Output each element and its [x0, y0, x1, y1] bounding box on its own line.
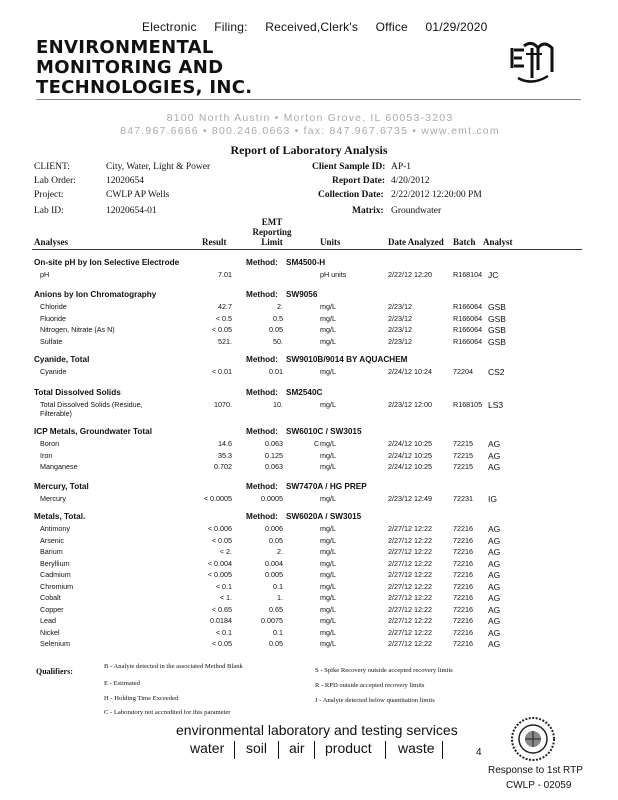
cell-analyte: Cyanide: [40, 367, 67, 376]
cell-result: < 0.005: [207, 570, 232, 579]
info-collection-label: Collection Date:: [318, 190, 384, 200]
cell-batch: R168104: [453, 270, 483, 279]
cell-date: 2/24/12 10:25: [388, 439, 432, 448]
qualifier-s: S - Spike Recovery outside accepted recovery limits: [315, 667, 453, 674]
emt-logo-icon: [508, 38, 558, 86]
cell-result: < 0.1: [215, 627, 232, 637]
cell-limit: 0.1: [273, 581, 283, 591]
footer-water: water: [190, 740, 225, 756]
cell-analyst: AG: [488, 581, 501, 592]
cell-batch: R166064: [453, 325, 483, 334]
col-batch: Batch: [453, 237, 476, 247]
cell-limit: 0.05: [269, 325, 283, 334]
qualifier-h: H - Holding Time Exceeded: [104, 695, 179, 702]
cell-analyte: Nitrogen, Nitrate (As N): [40, 325, 115, 334]
cell-units: mg/L: [320, 400, 336, 409]
cell-date: 2/23/12: [388, 325, 412, 334]
col-analyses: Analyses: [34, 237, 69, 247]
cell-units: mg/L: [320, 494, 336, 503]
cell-analyte: Lead: [40, 616, 56, 625]
info-report-date: 4/20/2012: [391, 176, 430, 186]
cell-result: 42.7: [218, 302, 232, 311]
cell-limit: 0.0005: [261, 494, 283, 503]
cell-analyte: Iron: [40, 450, 53, 460]
cell-date: 2/27/12 12:22: [388, 593, 432, 602]
cell-analyte: Antimony: [40, 524, 70, 533]
cell-limit: 0.0075: [261, 616, 283, 625]
info-sample: AP-1: [391, 162, 412, 172]
cell-date: 2/27/12 12:22: [388, 547, 432, 556]
cell-analyte: Beryllium: [40, 558, 70, 568]
cell-analyte: Arsenic: [40, 535, 64, 545]
method-label: Method:: [246, 258, 278, 267]
cell-batch: R168105: [453, 400, 483, 409]
footer-tagline: environmental laboratory and testing services: [176, 722, 458, 738]
cell-date: 2/23/12 12:00: [388, 400, 432, 409]
cell-analyte: Mercury: [40, 494, 66, 503]
cell-analyst: GSB: [488, 302, 506, 312]
cell-units: mg/L: [320, 547, 336, 556]
cell-limit: 0.063: [265, 462, 283, 471]
cell-analyte: Nickel: [40, 627, 60, 637]
cell-analyst: AG: [488, 547, 501, 557]
info-report-date-label: Report Date:: [332, 176, 386, 186]
cell-date: 2/22/12 12:20: [388, 270, 432, 279]
cell-units: mg/L: [320, 616, 336, 625]
cell-limit: 0.1: [273, 627, 283, 637]
section-title: Cyanide, Total: [34, 355, 90, 364]
footer-soil: soil: [246, 740, 268, 756]
header-rule: [36, 99, 581, 100]
cell-limit: 0.063: [265, 439, 283, 448]
cell-date: 2/23/12: [388, 302, 412, 311]
method-label: Method:: [246, 512, 278, 521]
cell-batch: 72204: [453, 367, 473, 376]
cell-batch: 72231: [453, 494, 473, 503]
cell-limit: 0.05: [269, 535, 283, 545]
cell-batch: 72216: [453, 627, 473, 637]
cell-date: 2/27/12 12:22: [388, 524, 432, 533]
cell-limit: 0.05: [269, 639, 283, 648]
cell-date: 2/27/12 12:22: [388, 581, 432, 591]
col-units: Units: [320, 237, 341, 247]
footer-sep: [442, 741, 443, 759]
cell-analyst: IG: [488, 494, 497, 504]
cell-result: < 1.: [219, 593, 232, 602]
filing-stamp-filing: Filing:: [214, 20, 248, 34]
section-title: Anions by Ion Chromatography: [34, 290, 157, 299]
section-title: Mercury, Total: [34, 482, 89, 491]
cell-analyst: AG: [488, 639, 501, 649]
cell-limit: 0.5: [273, 313, 283, 323]
cell-date: 2/27/12 12:22: [388, 616, 432, 625]
cell-analyte: Cadmium: [40, 570, 71, 579]
info-client-label: CLIENT:: [34, 162, 70, 172]
cell-analyte: Copper: [40, 604, 64, 614]
info-project: CWLP AP Wells: [106, 190, 170, 200]
cell-limit: 10.: [273, 400, 283, 409]
method-value: SW6020A / SW3015: [286, 512, 362, 521]
cell-analyte: Barium: [40, 547, 63, 556]
cell-analyte: Fluoride: [40, 313, 66, 323]
info-client: City, Water, Light & Power: [106, 162, 211, 172]
method-label: Method:: [246, 355, 278, 364]
cell-units: mg/L: [320, 570, 336, 579]
cell-date: 2/27/12 12:22: [388, 639, 432, 648]
method-value: SW9056: [286, 290, 318, 299]
cell-qualifier: C: [314, 439, 320, 448]
method-value: SM2540C: [286, 388, 323, 397]
info-sample-label: Client Sample ID:: [312, 162, 386, 172]
col-emt: EMT Reporting Limit: [252, 217, 292, 247]
cell-batch: R166064: [453, 336, 483, 346]
cell-result: 7.01: [218, 270, 232, 279]
cell-date: 2/23/12: [388, 313, 412, 323]
qualifier-c: C - Laboratory not accredited for this parameter: [104, 709, 231, 716]
cell-limit: 0.006: [265, 524, 283, 533]
cell-result: < 2.: [219, 547, 232, 556]
cell-date: 2/27/12 12:22: [388, 604, 432, 614]
cell-result: 1070.: [214, 400, 232, 409]
cell-batch: R166064: [453, 313, 483, 323]
cell-result: 521.: [218, 336, 232, 346]
method-value: SW7470A / HG PREP: [286, 482, 367, 491]
method-label: Method:: [246, 290, 278, 299]
cell-analyst: AG: [488, 462, 501, 472]
filing-stamp-electronic: Electronic: [142, 20, 197, 34]
cell-batch: 72215: [453, 462, 473, 471]
report-title: Report of Laboratory Analysis: [230, 143, 388, 157]
cell-limit: 2.: [277, 302, 283, 311]
qualifier-j: J - Analyte detected below quantitation limits: [315, 697, 435, 704]
info-lab-order: 12020654: [106, 176, 144, 186]
cell-limit: 1.: [277, 593, 283, 602]
cell-batch: 72216: [453, 535, 473, 545]
cell-analyte: Sulfate: [40, 336, 63, 346]
footer-air: air: [289, 740, 305, 756]
cell-batch: 72216: [453, 581, 473, 591]
company-name: ENVIRONMENTAL MONITORING AND TECHNOLOGIES, INC.: [36, 37, 253, 98]
method-value: SM4500-H: [286, 258, 326, 267]
cell-analyst: GSB: [488, 313, 506, 324]
cell-limit: 0.004: [265, 558, 283, 568]
cell-analyst: AG: [488, 558, 501, 569]
cell-batch: R166064: [453, 302, 483, 311]
cell-analyte: Chloride: [40, 302, 67, 311]
cell-units: mg/L: [320, 439, 336, 448]
cell-limit: 0.005: [265, 570, 283, 579]
filing-stamp-received: Received,Clerk's: [265, 20, 359, 34]
cell-units: mg/L: [320, 524, 336, 533]
cell-result: 0.0184: [210, 616, 232, 625]
cell-units: mg/L: [320, 325, 336, 334]
info-lab-id: 12020654-01: [106, 206, 157, 216]
cell-analyte: Total Dissolved Solids (Residue,: [40, 400, 143, 409]
cell-units: mg/L: [320, 627, 336, 637]
cell-units: mg/L: [320, 336, 336, 346]
section-title: ICP Metals, Groundwater Total: [34, 427, 152, 436]
cell-date: 2/24/12 10:24: [388, 367, 432, 376]
cell-units: mg/L: [320, 604, 336, 614]
cell-analyte-cont: Filterable): [40, 409, 72, 418]
table-header-rule: [32, 249, 582, 250]
cell-analyst: AG: [488, 535, 501, 546]
cell-units: mg/L: [320, 313, 336, 323]
cell-analyte: pH: [40, 270, 50, 279]
cell-batch: 72215: [453, 450, 473, 460]
footer-waste: waste: [398, 740, 435, 756]
cell-batch: 72216: [453, 616, 473, 625]
cell-units: pH units: [320, 270, 347, 279]
cell-analyst: GSB: [488, 325, 506, 335]
filing-stamp-office: Office: [375, 20, 408, 34]
cell-result: < 0.05: [211, 535, 232, 545]
cell-result: < 0.0005: [203, 494, 232, 503]
cell-batch: 72216: [453, 524, 473, 533]
cwlp-page-id: CWLP - 02059: [506, 780, 572, 791]
cell-analyst: CS2: [488, 367, 505, 377]
method-value: SW9010B/9014 BY AQUACHEM: [286, 355, 408, 364]
cell-batch: 72216: [453, 570, 473, 579]
cell-limit: 0.01: [269, 367, 283, 376]
cell-limit: 0.125: [265, 450, 283, 460]
cell-date: 2/27/12 12:22: [388, 535, 432, 545]
col-result: Result: [202, 237, 227, 247]
method-label: Method:: [246, 482, 278, 491]
filing-stamp-date: 01/29/2020: [425, 20, 488, 34]
qualifier-b: B - Analyte detected in the associated Method Blank: [104, 663, 243, 670]
qualifier-e: E - Estimated: [104, 680, 140, 687]
cell-date: 2/24/12 10:25: [388, 450, 432, 460]
cell-result: < 0.006: [207, 524, 232, 533]
cell-date: 2/27/12 12:22: [388, 570, 432, 579]
cell-units: mg/L: [320, 450, 336, 460]
accreditation-seal-icon: [510, 716, 556, 762]
method-label: Method:: [246, 388, 278, 397]
method-label: Method:: [246, 427, 278, 436]
footer-sep: [234, 741, 235, 759]
cell-analyst: AG: [488, 450, 501, 461]
cell-analyst: JC: [488, 270, 499, 280]
section-title: Total Dissolved Solids: [34, 388, 121, 397]
cell-analyst: AG: [488, 570, 501, 580]
cell-limit: 2.: [277, 547, 283, 556]
cell-date: 2/27/12 12:22: [388, 558, 432, 568]
cell-result: 35.3: [218, 450, 232, 460]
cell-analyst: AG: [488, 524, 501, 534]
cell-batch: 72216: [453, 639, 473, 648]
footer-sep: [278, 741, 279, 759]
qualifier-r: R - RPD outside accepted recovery limits: [315, 682, 425, 689]
cell-analyte: Cobalt: [40, 593, 61, 602]
info-lab-order-label: Lab Order:: [34, 176, 76, 186]
cell-analyte: Chromium: [40, 581, 74, 591]
cell-date: 2/24/12 10:25: [388, 462, 432, 471]
cell-date: 2/23/12 12:49: [388, 494, 432, 503]
section-title: On-site pH by Ion Selective Electrode: [34, 258, 180, 267]
cell-analyst: AG: [488, 616, 501, 626]
cell-result: < 0.1: [215, 581, 232, 591]
cell-batch: 72215: [453, 439, 473, 448]
cell-units: mg/L: [320, 302, 336, 311]
cell-batch: 72216: [453, 547, 473, 556]
method-value: SW6010C / SW3015: [286, 427, 362, 436]
cell-date: 2/27/12 12:22: [388, 627, 432, 637]
col-date: Date Analyzed: [388, 237, 444, 247]
cell-units: mg/L: [320, 462, 336, 471]
address-line2: 847.967.6666 • 800.246.0663 • fax: 847.967.6735 • www.emt.com: [120, 125, 500, 137]
cell-batch: 72216: [453, 593, 473, 602]
cell-units: mg/L: [320, 639, 336, 648]
cell-analyst: AG: [488, 439, 501, 449]
cell-units: mg/L: [320, 367, 336, 376]
info-project-label: Project:: [34, 190, 64, 200]
cell-result: < 0.5: [215, 313, 232, 323]
address-line1: 8100 North Austin • Morton Grove, IL 60053-3203: [166, 112, 454, 124]
cell-units: mg/L: [320, 535, 336, 545]
rtp-label: Response to 1st RTP: [488, 765, 583, 776]
cell-analyst: AG: [488, 627, 501, 638]
cell-batch: 72216: [453, 604, 473, 614]
cell-result: < 0.05: [211, 325, 232, 334]
cell-result: < 0.65: [211, 604, 232, 614]
cell-units: mg/L: [320, 581, 336, 591]
col-analyst: Analyst: [483, 237, 513, 247]
cell-result: < 0.05: [211, 639, 232, 648]
info-matrix: Groundwater: [391, 206, 442, 216]
cell-units: mg/L: [320, 558, 336, 568]
cell-analyte: Selenium: [40, 639, 70, 648]
cell-analyst: AG: [488, 604, 501, 615]
info-collection: 2/22/2012 12:20:00 PM: [391, 190, 482, 200]
footer-product: product: [325, 740, 372, 756]
info-matrix-label: Matrix:: [352, 206, 384, 216]
info-lab-id-label: Lab ID:: [34, 206, 64, 216]
cell-result: 14.6: [218, 439, 232, 448]
cell-analyst: AG: [488, 593, 501, 603]
cell-date: 2/23/12: [388, 336, 412, 346]
cell-result: 0.702: [214, 462, 232, 471]
cell-limit: 50.: [273, 336, 283, 346]
footer-sep: [314, 741, 315, 759]
cell-result: < 0.01: [211, 367, 232, 376]
footer-sep: [385, 741, 386, 759]
cell-units: mg/L: [320, 593, 336, 602]
section-title: Metals, Total.: [34, 512, 86, 521]
filing-stamp: [142, 20, 502, 34]
cell-limit: 0.65: [269, 604, 283, 614]
cell-result: < 0.004: [207, 558, 232, 568]
cell-analyst: GSB: [488, 336, 506, 347]
page-number: 4: [476, 747, 482, 758]
cell-analyst: LS3: [488, 400, 504, 410]
cell-analyte: Boron: [40, 439, 60, 448]
cell-batch: 72216: [453, 558, 473, 568]
cell-analyte: Manganese: [40, 462, 78, 471]
qualifiers-label: Qualifiers:: [36, 667, 73, 676]
